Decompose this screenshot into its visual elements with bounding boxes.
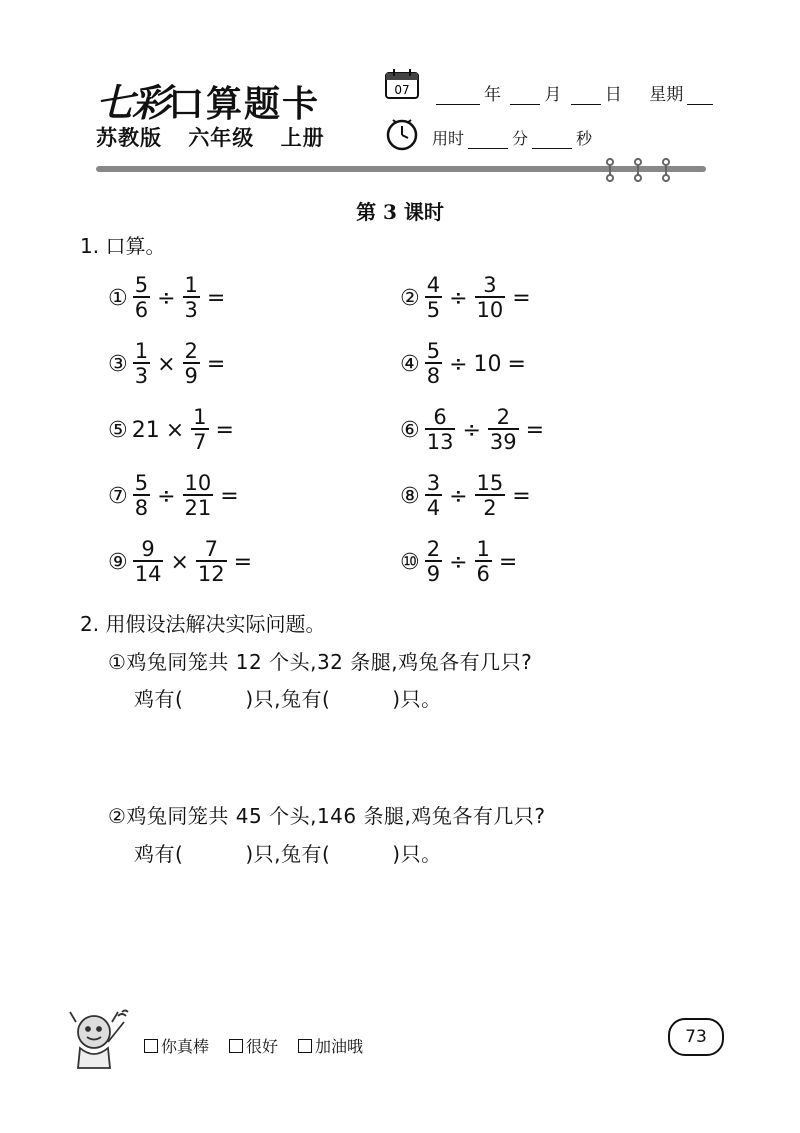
item-number: ④ xyxy=(400,351,420,377)
rating-label: 很好 xyxy=(246,1037,279,1056)
whole-number: 21 xyxy=(131,417,160,443)
fraction xyxy=(425,472,442,520)
numerator: 2 xyxy=(496,405,510,429)
numerator: 9 xyxy=(141,537,155,561)
rating-option[interactable] xyxy=(144,1034,209,1057)
date-line xyxy=(432,80,717,105)
item-number: ⑥ xyxy=(400,417,420,443)
divider-dots-icon xyxy=(604,156,674,184)
month-label: 月 xyxy=(544,85,562,105)
denominator: 8 xyxy=(134,496,149,520)
answer-chicken-label: 鸡有( xyxy=(134,842,184,866)
denominator: 7 xyxy=(193,430,207,454)
edition-publisher: 苏教版 xyxy=(96,126,162,150)
equals-sign: = xyxy=(507,351,526,377)
lesson-title: 第 3 课时 xyxy=(356,200,444,224)
rating-label: 你真棒 xyxy=(161,1037,210,1056)
numerator: 2 xyxy=(426,537,441,561)
brand-title: 口算题卡 xyxy=(168,84,321,125)
mascot-illustration xyxy=(66,1002,134,1074)
times-sign: × xyxy=(165,417,185,443)
problem-1-text: ①鸡兔同笼共 12 个头,32 条腿,鸡兔各有几只? xyxy=(108,650,533,674)
seconds-blank[interactable] xyxy=(532,132,572,149)
answer-blank[interactable] xyxy=(243,483,303,509)
denominator: 21 xyxy=(184,496,212,520)
item-number: ⑨ xyxy=(108,549,128,575)
fraction xyxy=(425,538,442,586)
item-number: ② xyxy=(400,285,420,311)
calc-item xyxy=(108,336,289,392)
weekday-label: 星期 xyxy=(649,85,684,105)
equals-sign: = xyxy=(512,285,531,311)
fraction xyxy=(425,340,442,388)
denominator: 6 xyxy=(134,298,149,322)
brand-seven: 七彩 xyxy=(96,80,169,125)
divide-sign: ÷ xyxy=(157,483,176,509)
fraction xyxy=(475,274,506,322)
answer-blank[interactable] xyxy=(238,417,298,443)
fraction xyxy=(475,472,506,520)
denominator: 8 xyxy=(426,364,441,388)
answer-blank[interactable] xyxy=(535,483,595,509)
calc-item xyxy=(108,534,316,590)
minutes-label: 分 xyxy=(512,129,529,148)
numerator: 1 xyxy=(184,273,198,297)
denominator: 10 xyxy=(476,298,504,322)
fraction xyxy=(183,340,200,388)
divide-sign: ÷ xyxy=(462,417,481,443)
numerator: 15 xyxy=(476,471,504,495)
denominator: 9 xyxy=(426,562,441,586)
denominator: 6 xyxy=(476,562,490,586)
answer-blank[interactable] xyxy=(256,549,316,575)
fraction xyxy=(133,472,150,520)
edition-grade: 六年级 xyxy=(188,126,255,150)
time-label: 用时 xyxy=(432,129,465,148)
fraction xyxy=(425,406,456,454)
fraction xyxy=(475,538,492,586)
rating-option[interactable] xyxy=(298,1034,363,1057)
item-number: ⑧ xyxy=(400,483,420,509)
problem-2-text: ②鸡兔同笼共 45 个头,146 条腿,鸡兔各有几只? xyxy=(108,804,546,828)
denominator: 12 xyxy=(197,562,225,586)
fraction xyxy=(133,274,150,322)
calendar-day: 07 xyxy=(394,83,410,97)
answer-rabbit-label: )只,兔有( xyxy=(245,842,331,866)
numerator: 4 xyxy=(426,273,441,297)
page-number: 73 xyxy=(668,1018,724,1056)
seconds-label: 秒 xyxy=(576,129,593,148)
numerator: 1 xyxy=(134,339,149,363)
numerator: 1 xyxy=(476,537,490,561)
rating-label: 加油哦 xyxy=(315,1037,364,1056)
self-rating xyxy=(144,1034,363,1057)
numerator: 5 xyxy=(134,471,149,495)
answer-blank[interactable] xyxy=(521,549,581,575)
fraction xyxy=(133,538,164,586)
checkbox-icon[interactable] xyxy=(298,1039,312,1053)
fraction xyxy=(191,406,208,454)
denominator: 9 xyxy=(184,364,198,388)
answer-chicken-label: 鸡有( xyxy=(134,687,184,711)
item-number: ⑤ xyxy=(108,417,128,443)
calc-item xyxy=(400,402,608,458)
answer-blank[interactable] xyxy=(229,285,289,311)
calc-item xyxy=(400,336,590,392)
divide-sign: ÷ xyxy=(449,483,468,509)
answer-end-label: )只。 xyxy=(392,842,442,866)
calc-item xyxy=(400,534,581,590)
numerator: 5 xyxy=(426,339,441,363)
item-number: ⑩ xyxy=(400,549,420,575)
numerator: 3 xyxy=(483,273,497,297)
problem-2-answer xyxy=(134,838,442,867)
equals-sign: = xyxy=(525,417,545,443)
edition-info xyxy=(96,122,343,152)
equals-sign: = xyxy=(206,285,226,311)
equals-sign: = xyxy=(215,417,234,443)
calc-item xyxy=(108,468,303,524)
checkbox-icon[interactable] xyxy=(144,1039,158,1053)
denominator: 2 xyxy=(483,496,497,520)
item-number: ⑦ xyxy=(108,483,128,509)
answer-blank[interactable] xyxy=(530,351,590,377)
question-2-title: 2. 用假设法解决实际问题。 xyxy=(80,612,326,636)
numerator: 7 xyxy=(204,537,218,561)
whole-number: 10 xyxy=(473,351,502,377)
equals-sign: = xyxy=(498,549,518,575)
day-label: 日 xyxy=(604,85,622,105)
fraction xyxy=(425,274,442,322)
checkbox-icon[interactable] xyxy=(229,1039,243,1053)
numerator: 6 xyxy=(433,405,447,429)
clock-icon xyxy=(384,116,420,152)
denominator: 14 xyxy=(134,562,162,586)
brand-logo xyxy=(96,72,356,125)
rating-option[interactable] xyxy=(229,1034,278,1057)
numerator: 10 xyxy=(184,471,212,495)
times-sign: × xyxy=(157,351,176,377)
year-blank[interactable] xyxy=(436,88,480,105)
equals-sign: = xyxy=(220,483,239,509)
calc-item xyxy=(400,270,595,326)
times-sign: × xyxy=(170,549,189,575)
equals-sign: = xyxy=(233,549,253,575)
weekday-blank[interactable] xyxy=(687,88,713,105)
answer-blank[interactable] xyxy=(548,417,608,443)
denominator: 13 xyxy=(426,430,454,454)
month-blank[interactable] xyxy=(510,88,540,105)
answer-blank[interactable] xyxy=(229,351,289,377)
minutes-blank[interactable] xyxy=(468,132,508,149)
fraction xyxy=(488,406,519,454)
time-line xyxy=(432,126,592,149)
numerator: 5 xyxy=(134,273,149,297)
denominator: 3 xyxy=(134,364,149,388)
fraction xyxy=(196,538,227,586)
divide-sign: ÷ xyxy=(449,351,468,377)
divide-sign: ÷ xyxy=(449,285,468,311)
divide-sign: ÷ xyxy=(449,549,468,575)
denominator: 3 xyxy=(184,298,198,322)
calc-item xyxy=(400,468,595,524)
year-label: 年 xyxy=(484,85,501,105)
fraction xyxy=(183,472,214,520)
day-blank[interactable] xyxy=(571,88,601,105)
edition-volume: 上册 xyxy=(280,126,325,150)
numerator: 2 xyxy=(184,339,198,363)
item-number: ① xyxy=(108,285,128,311)
numerator: 3 xyxy=(426,471,441,495)
denominator: 39 xyxy=(489,430,517,454)
denominator: 4 xyxy=(426,496,441,520)
divide-sign: ÷ xyxy=(157,285,176,311)
denominator: 5 xyxy=(426,298,441,322)
equals-sign: = xyxy=(512,483,531,509)
fraction xyxy=(183,274,200,322)
calendar-icon xyxy=(384,68,420,100)
equals-sign: = xyxy=(206,351,226,377)
answer-end-label: )只。 xyxy=(392,687,442,711)
numerator: 1 xyxy=(193,405,207,429)
calc-item xyxy=(108,270,289,326)
problem-1-answer xyxy=(134,683,442,712)
fraction xyxy=(133,340,150,388)
item-number: ③ xyxy=(108,351,128,377)
calc-item xyxy=(108,402,298,458)
question-1-title: 1. 口算。 xyxy=(80,234,166,258)
answer-rabbit-label: )只,兔有( xyxy=(245,687,331,711)
answer-blank[interactable] xyxy=(535,285,595,311)
